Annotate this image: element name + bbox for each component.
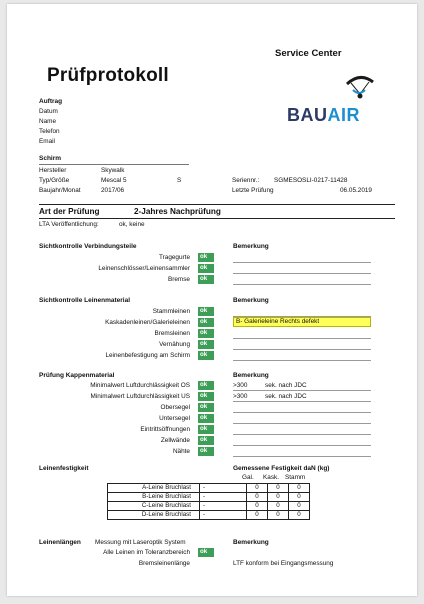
row-label: B-Leine Bruchlast	[108, 493, 200, 502]
row-dash: -	[200, 484, 247, 493]
last-check-value: 06.05.2019	[340, 187, 372, 194]
baujahr-label: Baujahr/Monat	[39, 187, 81, 194]
leinenbefestigung-status: ok	[198, 351, 214, 360]
vernaehung-status: ok	[198, 340, 214, 349]
luft-us-value: >300	[233, 393, 248, 400]
gal-value: 0	[247, 511, 268, 520]
hersteller-value: Skywalk	[101, 167, 125, 174]
row-dash: -	[200, 493, 247, 502]
col-gal: Gal.	[242, 474, 254, 481]
schirm-heading: Schirm	[39, 155, 62, 162]
logo-air: AIR	[327, 105, 360, 125]
col-stamm: Stamm	[285, 474, 306, 481]
logo-wordmark	[287, 104, 360, 127]
laengen-method: Messung mit Laseroptik System	[95, 539, 186, 546]
row-label: D-Leine Bruchlast	[108, 511, 200, 520]
tragegurte-label: Tragegurte	[158, 254, 190, 261]
hersteller-label: Hersteller	[39, 167, 67, 174]
luft-os-status: ok	[198, 381, 214, 390]
verbindung-remark-heading: Bemerkung	[233, 243, 269, 250]
leinenmaterial-remark-heading: Bemerkung	[233, 297, 269, 304]
eintritt-remark-line	[233, 434, 371, 435]
serial-label: Seriennr.:	[232, 177, 260, 184]
size-value: S	[177, 177, 182, 184]
laengen-remark-heading: Bemerkung	[233, 539, 269, 546]
kask-value: 0	[268, 502, 289, 511]
telefon-label: Telefon	[39, 128, 60, 135]
luft-os-unit: sek. nach JDC	[265, 382, 307, 389]
logo-bau: BAU	[287, 105, 328, 125]
eintritt-status: ok	[198, 425, 214, 434]
typ-label: Typ/Größe	[39, 177, 70, 184]
bremse-remark-line	[233, 284, 371, 285]
luft-os-value: >300	[233, 382, 248, 389]
zellwaende-status: ok	[198, 436, 214, 445]
kaskadenleinen-status: ok	[198, 318, 214, 327]
verbindung-heading: Sichtkontrolle Verbindungsteile	[39, 243, 137, 250]
row-dash: -	[200, 502, 247, 511]
luft-os-label: Minimalwert Luftdurchlässigkeit OS	[90, 382, 190, 389]
vernaehung-remark-line	[233, 349, 371, 350]
kask-value: 0	[268, 493, 289, 502]
leinenbefestigung-label: Leinenbefestigung am Schirm	[105, 352, 190, 359]
lta-label: LTA Veröffentlichung:	[39, 221, 99, 228]
bremse-status: ok	[198, 275, 214, 284]
kaskadenleinen-remark: B- Galerieleine Rechts defekt	[233, 317, 371, 327]
row-label: C-Leine Bruchlast	[108, 502, 200, 511]
kaskadenleinen-label: Kaskadenleinen/Galerieleinen	[105, 319, 190, 326]
auftrag-heading: Auftrag	[39, 98, 63, 105]
obersegel-remark-line	[233, 412, 371, 413]
service-center-label: Service Center	[275, 48, 342, 59]
untersegel-label: Untersegel	[159, 415, 190, 422]
festigkeit-heading: Leinenfestigkeit	[39, 465, 89, 472]
inspection-report-page	[7, 4, 417, 596]
obersegel-label: Obersegel	[160, 404, 190, 411]
kask-value: 0	[268, 511, 289, 520]
luft-os-remark-line	[233, 390, 371, 391]
naehte-status: ok	[198, 447, 214, 456]
tragegurte-status: ok	[198, 253, 214, 262]
toleranz-label: Alle Leinen im Toleranzbereich	[103, 549, 190, 556]
bremsleinenlaenge-remark: LTF konform bei Eingangsmessung	[233, 560, 334, 567]
table-row	[108, 511, 310, 520]
luft-us-status: ok	[198, 392, 214, 401]
email-label: Email	[39, 138, 55, 145]
tragegurte-remark-line	[233, 262, 371, 263]
leinenschloesser-status: ok	[198, 264, 214, 273]
bremsleinen-status: ok	[198, 329, 214, 338]
stamm-value: 0	[289, 511, 310, 520]
naehte-remark-line	[233, 456, 371, 457]
table-row	[108, 493, 310, 502]
zellwaende-label: Zellwände	[160, 437, 190, 444]
table-row	[108, 484, 310, 493]
name-label: Name	[39, 118, 57, 125]
leinenmaterial-heading: Sichtkontrolle Leinenmaterial	[39, 297, 131, 304]
bremse-label: Bremse	[167, 276, 190, 283]
leinenbefestigung-remark-line	[233, 360, 371, 361]
col-kask: Kask.	[263, 474, 279, 481]
kappe-remark-heading: Bemerkung	[233, 372, 269, 379]
bruchlast-table	[107, 483, 310, 520]
zellwaende-remark-line	[233, 445, 371, 446]
kask-value: 0	[268, 484, 289, 493]
lta-value: ok, keine	[119, 221, 145, 228]
toleranz-status: ok	[198, 548, 214, 557]
stamm-value: 0	[289, 502, 310, 511]
typ-value: Mescal 5	[101, 177, 127, 184]
leinenschloesser-label: Leinenschlösser/Leinensammler	[98, 265, 190, 272]
stammleinen-label: Stammleinen	[152, 308, 190, 315]
naehte-label: Nähte	[172, 448, 190, 455]
luft-us-unit: sek. nach JDC	[265, 393, 307, 400]
paraglider-icon	[343, 70, 377, 104]
art-top-rule	[39, 204, 395, 205]
bremsleinen-remark-line	[233, 338, 371, 339]
stamm-value: 0	[289, 484, 310, 493]
table-row	[108, 502, 310, 511]
art-bottom-rule	[39, 218, 395, 219]
gal-value: 0	[247, 502, 268, 511]
eintritt-label: Eintrittsöffnungen	[140, 426, 190, 433]
bremsleinen-label: Bremsleinen	[154, 330, 190, 337]
festigkeit-measured-heading: Gemessene Festigkeit daN (kg)	[233, 465, 330, 472]
kappe-heading: Prüfung Kappenmaterial	[39, 372, 115, 379]
luft-us-label: Minimalwert Luftdurchlässigkeit US	[90, 393, 190, 400]
datum-label: Datum	[39, 108, 58, 115]
stamm-value: 0	[289, 493, 310, 502]
vernaehung-label: Vernähung	[159, 341, 190, 348]
serial-value: SGMESOSLI-0217-11428	[274, 177, 348, 184]
untersegel-status: ok	[198, 414, 214, 423]
gal-value: 0	[247, 493, 268, 502]
row-dash: -	[200, 511, 247, 520]
luft-us-remark-line	[233, 401, 371, 402]
row-label: A-Leine Bruchlast	[108, 484, 200, 493]
obersegel-status: ok	[198, 403, 214, 412]
bremsleinenlaenge-label: Bremsleinenlänge	[138, 560, 190, 567]
schirm-divider	[39, 164, 189, 165]
leinenschloesser-remark-line	[233, 273, 371, 274]
art-value: 2-Jahres Nachprüfung	[134, 207, 221, 216]
bauair-logo	[287, 70, 393, 126]
baujahr-value: 2017/06	[101, 187, 125, 194]
stammleinen-status: ok	[198, 307, 214, 316]
untersegel-remark-line	[233, 423, 371, 424]
laengen-heading: Leinenlängen	[39, 539, 81, 546]
last-check-label: Letzte Prüfung	[232, 187, 274, 194]
art-label: Art der Prüfung	[39, 207, 100, 216]
page-title: Prüfprotokoll	[47, 65, 169, 86]
gal-value: 0	[247, 484, 268, 493]
